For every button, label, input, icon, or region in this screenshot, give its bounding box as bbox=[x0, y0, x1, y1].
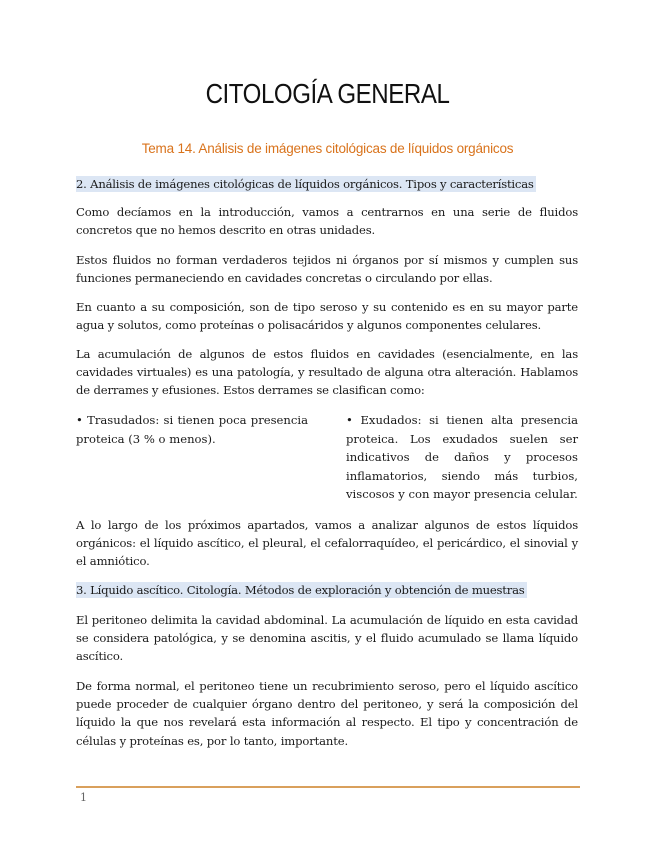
paragraph-2: Estos fluidos no forman verdaderos tejidos ni órganos por sí mismos y cumplen sus funciones permaneciendo en cavidades concretas o circulando por ellas. bbox=[76, 253, 578, 286]
document-title: CITOLOGÍA GENERAL bbox=[205, 78, 450, 109]
paragraph-5: A lo largo de los próximos apartados, vamos a analizar algunos de estos líquidos orgánicos: el líquido ascítico, el pleural, el cefalorraquídeo, el pericárdico, el sinovial y el amniótico. bbox=[76, 518, 578, 569]
paragraph-1: Como decíamos en la introducción, vamos a centrarnos en una serie de fluidos concretos que no hemos descrito en otras unidades. bbox=[76, 205, 578, 238]
bullet-trasudados: • Trasudados: si tienen poca presencia proteica (3 % o menos). bbox=[76, 413, 308, 446]
bullet-exudados: • Exudados: si tienen alta presencia proteica. Los exudados suelen ser indicativos de daños y procesos inflamatorios, siendo más turbios, viscosos y con mayor presencia celular. bbox=[346, 413, 578, 502]
footer-rule bbox=[76, 786, 580, 788]
section-heading-2: 3. Líquido ascítico. Citología. Métodos de exploración y obtención de muestras bbox=[76, 583, 525, 597]
paragraph-4: La acumulación de algunos de estos fluidos en cavidades (esencialmente, en las cavidades virtuales) es una patología, y resultado de alguna otra alteración. Hablamos de derrames y efusiones. Estos derrames se clasifican como: bbox=[76, 347, 578, 398]
document-subtitle: Tema 14. Análisis de imágenes citológicas de líquidos orgánicos bbox=[141, 141, 514, 156]
paragraph-6: El peritoneo delimita la cavidad abdominal. La acumulación de líquido en esta cavidad se considera patológica, y se denomina ascitis, y el fluido acumulado se llama líquido ascítico. bbox=[76, 613, 578, 664]
paragraph-3: En cuanto a su composición, son de tipo seroso y su contenido es en su mayor parte agua y solutos, como proteínas o polisacáridos y algunos componentes celulares. bbox=[76, 300, 578, 333]
section-heading-1: 2. Análisis de imágenes citológicas de líquidos orgánicos. Tipos y características bbox=[76, 177, 534, 191]
paragraph-7: De forma normal, el peritoneo tiene un recubrimiento seroso, pero el líquido ascítico puede proceder de cualquier órgano dentro del peritoneo, y será la composición del líquido la que nos revelará esta información al respecto. El tipo y concentración de células y proteínas es, por lo tanto, importante. bbox=[76, 679, 578, 748]
page-number: 1 bbox=[80, 791, 87, 804]
